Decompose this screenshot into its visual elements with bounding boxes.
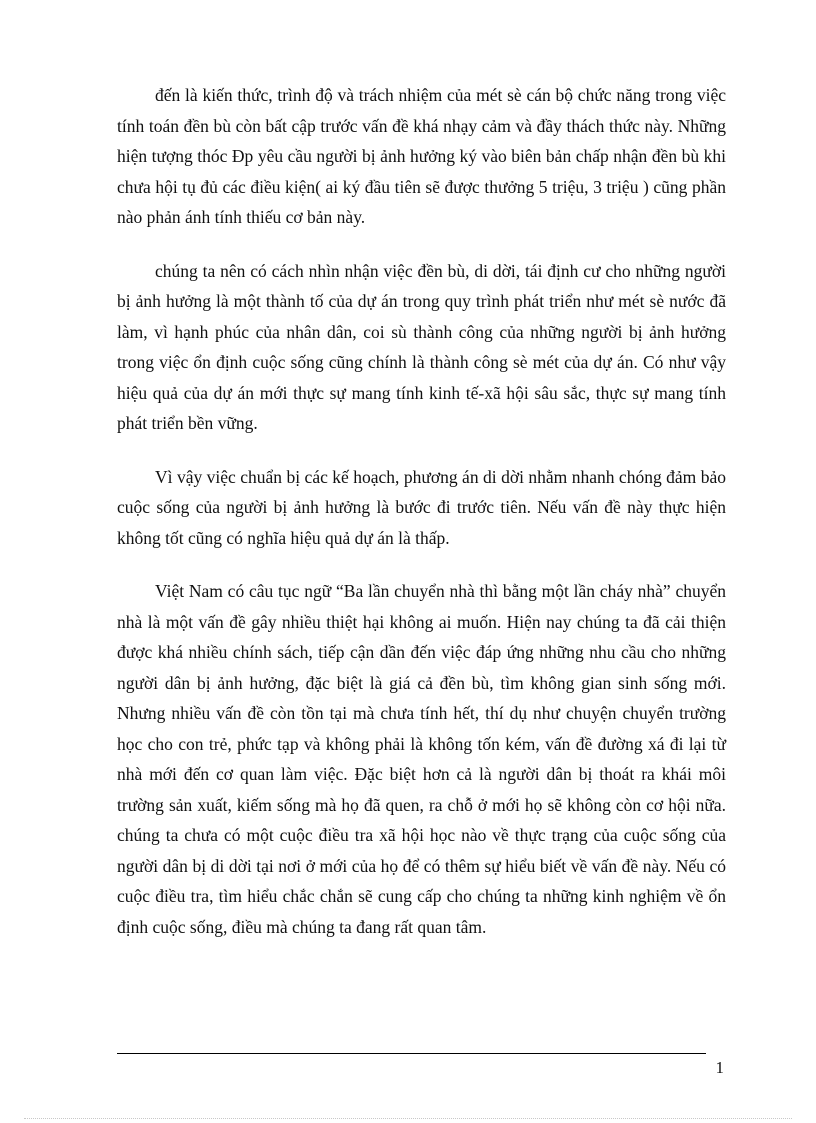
footer-rule <box>117 1053 706 1054</box>
page-edge-divider <box>24 1118 792 1119</box>
document-body <box>117 80 726 965</box>
page-number: 1 <box>715 1058 724 1077</box>
paragraph-2: chúng ta nên có cách nhìn nhận việc đền bù, di dời, tái định cư cho những người bị ảnh hưởng là một thành tố của dự án trong quy trình phát triển như mét sè nước đã làm, vì hạnh phúc của nhân dân, coi sù thành công của những người bị ảnh hưởng trong việc ổn định cuộc sống cũng chính là thành công sè mét của dự án. Có như vậy hiệu quả của dự án mới thực sự mang tính kinh tế-xã hội sâu sắc, thực sự mang tính phát triển bền vững. <box>117 260 726 433</box>
paragraph-3: Vì vậy việc chuẩn bị các kế hoạch, phương án di dời nhằm nhanh chóng đảm bảo cuộc sống của người bị ảnh hưởng là bước đi trước tiên. Nếu vấn đề này thực hiện không tốt cũng có nghĩa hiệu quả dự án là thấp. <box>117 466 726 548</box>
paragraph-4: Việt Nam có câu tục ngữ “Ba lần chuyển nhà thì bằng một lần cháy nhà” chuyển nhà là một vấn đề gây nhiều thiệt hại không ai muốn. Hiện nay chúng ta đã cải thiện được khá nhiều chính sách, tiếp cận dần đến việc đáp ứng những nhu cầu cho những người dân bị ảnh hưởng, đặc biệt là giá cả đền bù, tìm không gian sinh sống mới. Nhưng nhiều vấn đề còn tồn tại mà chưa tính hết, thí dụ như chuyện chuyển trường học cho con trẻ, phức tạp và không phải là không tốn kém, vấn đề đường xá đi lại từ nhà mới đến cơ quan làm việc. Đặc biệt hơn cả là người dân bị thoát ra khái môi trường sản xuất, kiếm sống mà họ đã quen, ra chỗ ở mới họ sẽ không còn cơ hội nữa. chúng ta chưa có một cuộc điều tra xã hội học nào về thực trạng của cuộc sống của người dân bị di dời tại nơi ở mới của họ để có thêm sự hiểu biết về vấn đề này. Nếu có cuộc điều tra, tìm hiểu chắc chắn sẽ cung cấp cho chúng ta những kinh nghiệm về ổn định cuộc sống, điều mà chúng ta đang rất quan tâm. <box>117 581 726 937</box>
paragraph-1: đến là kiến thức, trình độ và trách nhiệm của mét sè cán bộ chức năng trong việc tính toán đền bù còn bất cập trước vấn đề khá nhạy cảm và đầy thách thức này. Những hiện tượng thóc Đp yêu cầu người bị ảnh hưởng ký vào biên bản chấp nhận đền bù khi chưa hội tụ đủ các điều kiện( ai ký đầu tiên sẽ được thưởng 5 triệu, 3 triệu ) cũng phần nào phản ánh tính thiếu cơ bản này. <box>117 85 726 227</box>
